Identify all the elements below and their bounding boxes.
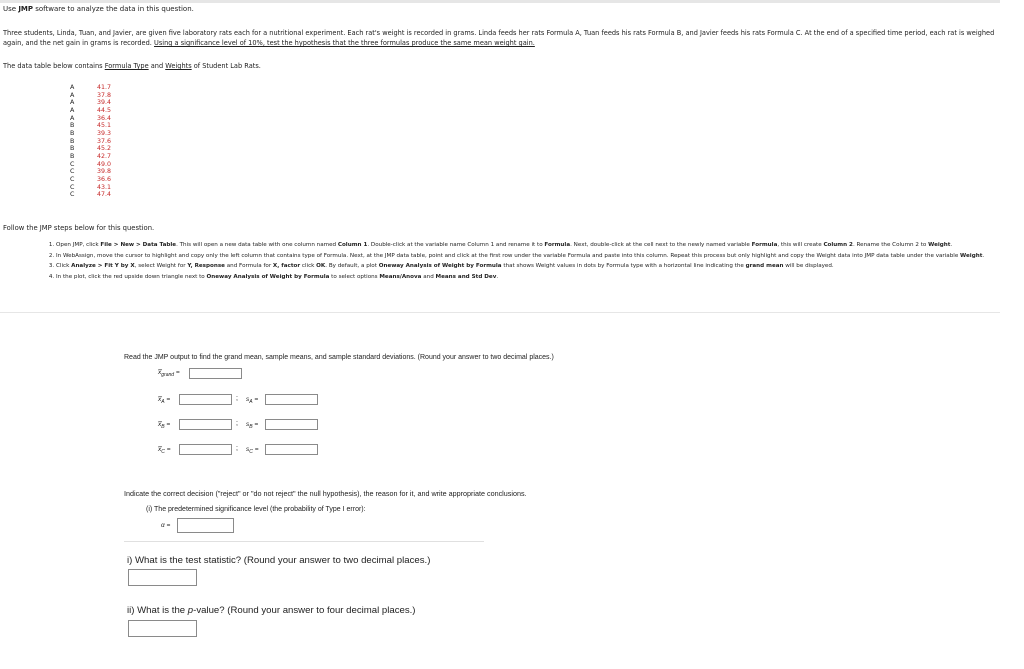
formula-cell: B [70,129,75,137]
mean-a-label: $x̅_A$ = [158,396,171,405]
weight-cell: 44.5 [97,106,112,114]
weight-cell: 36.4 [97,114,112,122]
table-row[interactable] [70,84,111,92]
table-row[interactable] [70,153,111,161]
test-statistic-question: i) What is the test statistic? (Round your answer to two decimal places.) [127,555,431,566]
separator-a: ; [236,395,238,402]
jmp-steps-list [46,241,1011,283]
read-output-instruction: Read the JMP output to find the grand mean, sample means, and sample standard deviations. (Round your answer to two decimal places.) [124,354,554,361]
weight-cell: 37.8 [97,91,112,99]
formula-cell: A [70,114,75,122]
weight-cell: 39.3 [97,129,112,137]
table-row[interactable] [70,99,111,107]
follow-steps-heading: Follow the JMP steps below for this question. [3,224,155,232]
formula-cell: A [70,91,75,99]
table-row[interactable] [70,138,111,146]
table-row[interactable] [70,191,111,199]
weight-cell: 43.1 [97,183,112,191]
table-row[interactable] [70,107,111,115]
p-value-question: ii) What is the p-value? (Round your answer to four decimal places.) [127,605,416,616]
alpha-input[interactable] [177,518,234,533]
separator-c: ; [236,445,238,452]
weight-cell: 45.2 [97,145,112,153]
step-4: 4. In the plot, click the red upside down triangle next to Oneway Analysis of Weight by Formula to select options Means/Anova and Means and Std Dev. [56,273,1011,283]
sd-c-label: $s_C$ = [246,446,259,455]
weight-cell: 41.7 [97,84,112,91]
formula-cell: C [70,168,75,176]
top-divider [0,0,1000,3]
weight-cell: 47.4 [97,191,112,199]
section-divider [0,312,1000,313]
weight-cell: 49.0 [97,160,112,168]
weight-cell: 42.7 [97,152,112,160]
weight-cell: 39.4 [97,99,112,107]
step-3: 3. Click Analyze > Fit Y by X, select Weight for Y, Response and Formula for X, factor click OK. By default, a plot Oneway Analysis of Weight by Formula that shows Weight values in dots by Formula type with a horizontal line indicating the grand mean will be displayed. [56,262,1011,272]
weight-cell: 37.6 [97,137,112,145]
grand-mean-input[interactable] [189,368,242,379]
formula-cell: B [70,137,75,145]
step-1: 1. Open JMP, click File > New > Data Table. This will open a new data table with one column named Column 1. Double-click at the variable name Column 1 and rename it to Formula. Next, double-click at the cell next to the newly named variable Formula, this will create Column 2. Rename the Column 2 to Weight. [56,241,1011,251]
step-2: 2. In WebAssign, move the cursor to highlight and copy only the left column that contains type of Formula. Next, at the JMP data table, point and click at the first row under the variable Formula and paste into this column. Repeat this process but only highlight and copy the Weight data into JMP data table under the variable Weight. [56,252,1011,262]
sd-c-input[interactable] [265,444,318,455]
sd-b-input[interactable] [265,419,318,430]
grand-mean-label: $x̅_{grand}$ = [158,369,180,378]
alpha-label: α = [161,522,171,529]
table-row[interactable] [70,184,111,192]
table-row[interactable] [70,115,111,123]
mean-c-label: $x̅_C$ = [158,446,171,455]
formula-cell: A [70,106,75,114]
separator-b: ; [236,420,238,427]
formula-cell: A [70,84,75,91]
problem-paragraph: Three students, Linda, Tuan, and Javier, are given five laboratory rats each for a nutritional experiment. Each rat's weight is recorded in grams. Linda feeds her rats Formula A, Tuan feeds his rats Formula B, and Javier feeds his rats Formula C. At the end of a specified time period, each rat is weighed again, and the net gain in grams is recorded. Using a significance level of 10%, test the hypothesis that the three formulas produce the same mean weight gain. [3,29,995,47]
decision-instruction: Indicate the correct decision ("reject" or "do not reject" the null hypothesis), the reason for it, and write appropriate conclusions. [124,489,527,498]
weight-cell: 45.1 [97,122,112,130]
formula-cell: B [70,152,75,160]
formula-cell: C [70,191,75,199]
formula-cell: C [70,175,75,183]
table-row[interactable] [70,168,111,176]
mean-a-input[interactable] [179,394,232,405]
mean-b-input[interactable] [179,419,232,430]
significance-level-prompt: (i) The predetermined significance level (the probability of Type I error): [146,506,366,513]
formula-cell: C [70,183,75,191]
formula-cell: B [70,122,75,130]
hypothesis-underlined: Using a significance level of 10%, test the hypothesis that the three formulas produce the same mean weight gain. [154,39,535,47]
table-row[interactable] [70,145,111,153]
subsection-divider [124,541,484,542]
table-row[interactable] [70,176,111,184]
table-row[interactable] [70,130,111,138]
data-table[interactable] [70,84,111,199]
sd-a-input[interactable] [265,394,318,405]
weight-cell: 36.6 [97,175,112,183]
table-row[interactable] [70,122,111,130]
weights-link[interactable]: Weights [165,62,192,70]
table-row[interactable] [70,161,111,169]
weight-cell: 39.8 [97,168,112,176]
p-value-input[interactable] [128,620,197,637]
formula-type-link[interactable]: Formula Type [104,62,149,70]
data-table-intro: The data table below contains Formula Type and Weights of Student Lab Rats. [3,62,261,70]
mean-c-input[interactable] [179,444,232,455]
test-statistic-input[interactable] [128,569,197,586]
sd-b-label: $s_B$ = [246,421,259,430]
formula-cell: C [70,160,75,168]
mean-b-label: $x̅_B$ = [158,421,171,430]
formula-cell: B [70,145,75,153]
sd-a-label: $s_A$ = [246,396,259,405]
intro-line: Use JMP software to analyze the data in this question. [3,5,194,13]
formula-cell: A [70,99,75,107]
table-row[interactable] [70,92,111,100]
